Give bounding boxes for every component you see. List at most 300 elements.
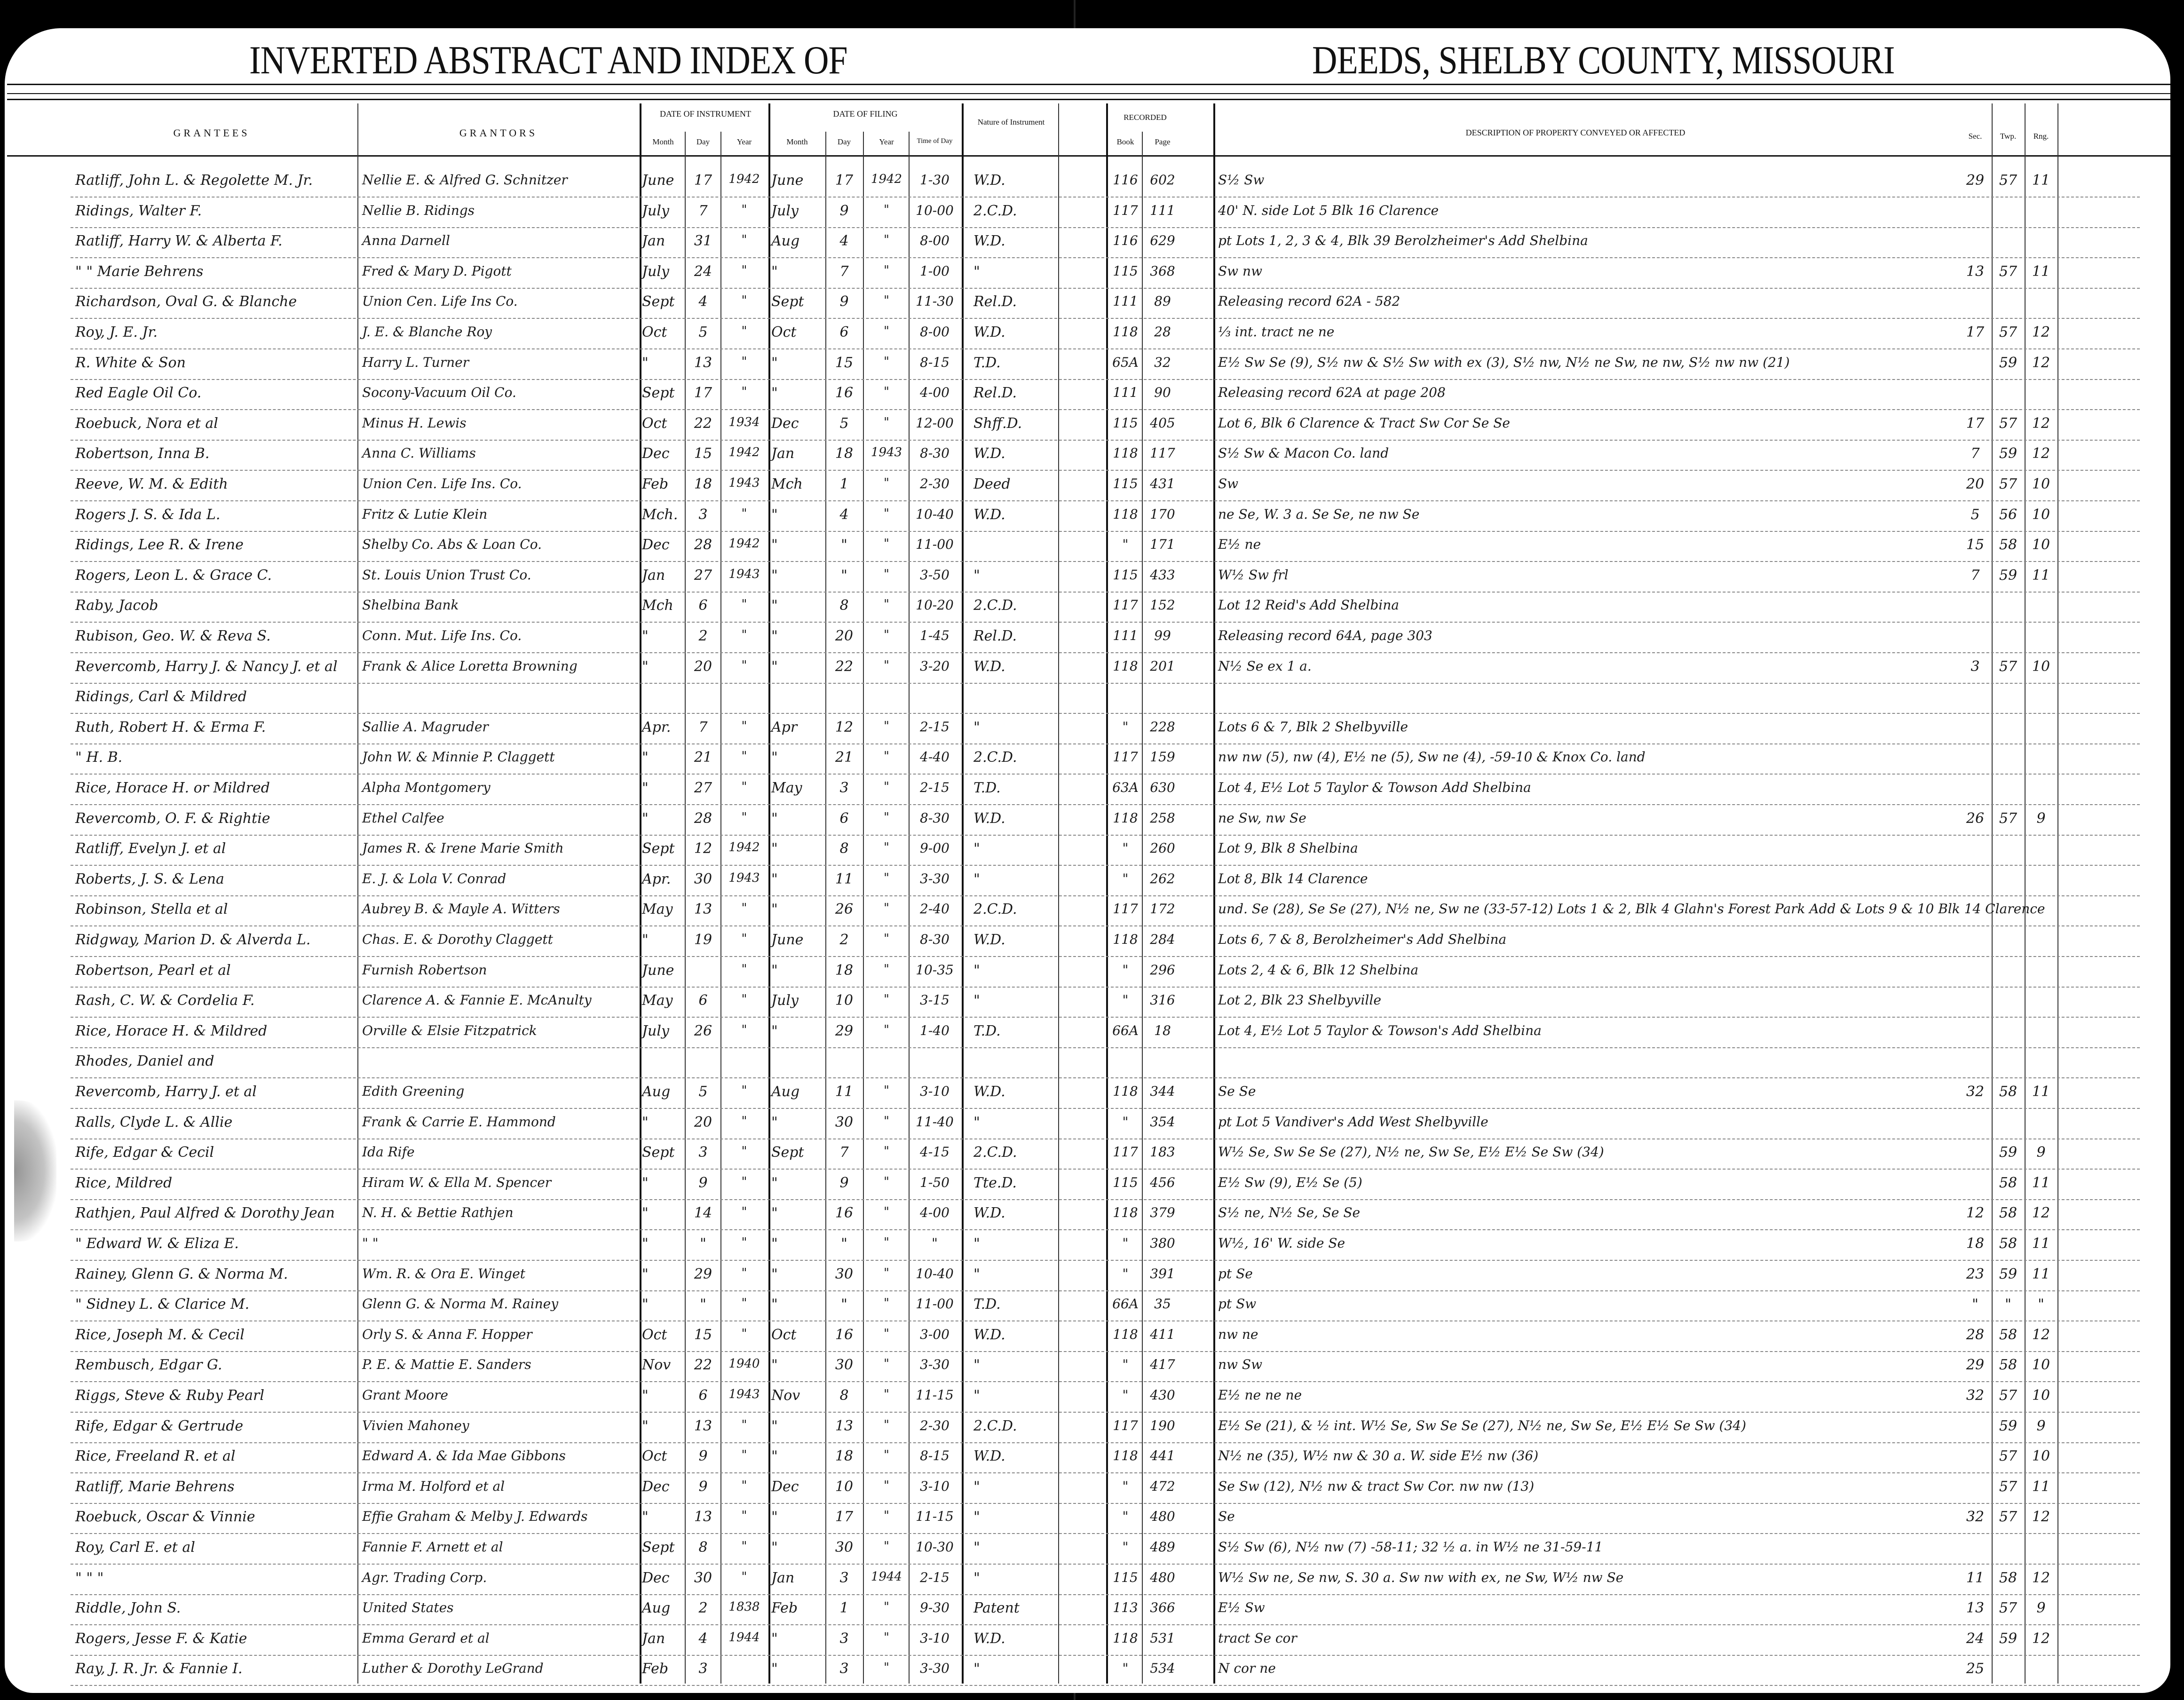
filing-month-cell: June: [771, 172, 804, 189]
instrument-day-cell: 4: [698, 293, 708, 310]
instrument-day-cell: 5: [698, 324, 708, 340]
table-row: [0, 1233, 2184, 1261]
nature-cell: ": [973, 1478, 980, 1495]
nature-cell: W.D.: [973, 172, 1005, 189]
grantee-cell: Revercomb, Harry J. & Nancy J. et al: [75, 658, 338, 675]
filing-day-cell: 17: [835, 172, 854, 189]
page-cell: 366: [1150, 1600, 1175, 1616]
instrument-year-cell: 1944: [728, 1630, 760, 1645]
filing-day-cell: 12: [835, 719, 854, 735]
filing-time-cell: 2-40: [920, 901, 950, 917]
table-row: [0, 169, 2184, 198]
grantee-cell: Robertson, Pearl et al: [75, 962, 231, 979]
filing-day-cell: 5: [839, 415, 849, 432]
filing-month-cell: ": [771, 354, 778, 371]
instrument-year-cell: 1934: [728, 415, 760, 429]
row-rule: [71, 1320, 2140, 1322]
range-cell: 10: [2032, 658, 2050, 675]
table-row: [0, 838, 2184, 866]
grantor-cell: Harry L. Turner: [362, 354, 469, 370]
instrument-month-cell: ": [642, 780, 649, 796]
grantee-cell: Rice, Horace H. & Mildred: [75, 1022, 268, 1039]
book-cell: 118: [1113, 810, 1138, 826]
filing-day-cell: 16: [835, 1326, 854, 1343]
township-cell: 57: [1999, 658, 2018, 675]
grantor-cell: James R. & Irene Marie Smith: [362, 840, 564, 856]
instrument-month-cell: Dec: [642, 445, 670, 462]
table-row: [0, 1536, 2184, 1565]
instrument-day-cell: 13: [694, 354, 712, 371]
page-cell: 629: [1150, 233, 1175, 249]
grantor-cell: N. H. & Bettie Rathjen: [362, 1205, 514, 1221]
section-cell: 25: [1966, 1660, 1985, 1677]
description-cell: S½ Sw (6), N½ nw (7) -58-11; 32 ½ a. in W½ ne 31-59-11: [1218, 1539, 1603, 1555]
filing-year-cell: ": [884, 1509, 889, 1523]
instrument-year-cell: 1942: [728, 172, 760, 186]
nature-cell: 2.C.D.: [973, 1417, 1017, 1434]
nature-cell: ": [973, 840, 980, 857]
section-cell: 3: [1970, 658, 1980, 675]
table-row: [0, 321, 2184, 349]
filing-year-cell: ": [884, 1630, 889, 1645]
instrument-year-cell: ": [741, 1448, 747, 1463]
page-cell: 228: [1150, 719, 1175, 735]
township-cell: 57: [1999, 1478, 2018, 1495]
row-rule: [71, 1533, 2140, 1534]
grantee-cell: Ridings, Carl & Mildred: [75, 688, 247, 705]
nature-cell: 2.C.D.: [973, 597, 1017, 614]
page-title-left: INVERTED ABSTRACT AND INDEX OF: [249, 38, 847, 83]
filing-time-cell: 10-40: [916, 506, 954, 522]
nature-cell: Tte.D.: [973, 1174, 1017, 1191]
instrument-day-cell: 22: [694, 415, 712, 432]
filing-time-cell: 3-15: [920, 992, 950, 1008]
instrument-month-cell: ": [642, 1235, 649, 1252]
page-cell: 354: [1150, 1114, 1175, 1130]
instrument-month-cell: ": [642, 932, 649, 948]
table-row: [0, 261, 2184, 289]
description-cell: ⅓ int. tract ne ne: [1218, 324, 1335, 340]
instrument-day-cell: 18: [694, 476, 712, 492]
page-cell: 262: [1150, 870, 1175, 886]
filing-year-cell: ": [884, 1387, 889, 1401]
filing-day-cell: 11: [835, 1083, 854, 1100]
filing-time-cell: 3-10: [920, 1478, 950, 1494]
filing-year-cell: ": [884, 1600, 889, 1614]
page-cell: 411: [1150, 1326, 1175, 1342]
instrument-year-cell: ": [741, 1478, 747, 1493]
filing-year-cell: ": [884, 719, 889, 733]
description-cell: pt Sw: [1218, 1296, 1257, 1312]
township-cell: 57: [1999, 810, 2018, 827]
header-rule-top: [7, 84, 2170, 85]
range-cell: 11: [2032, 172, 2050, 189]
section-cell: 13: [1966, 1600, 1985, 1617]
instrument-day-cell: 27: [694, 780, 712, 796]
book-cell: 111: [1113, 628, 1138, 643]
row-rule: [71, 318, 2140, 319]
col-filing-day: Day: [837, 137, 851, 146]
instrument-year-cell: ": [741, 932, 747, 946]
description-cell: nw Sw: [1218, 1357, 1263, 1373]
book-cell: 118: [1113, 1205, 1138, 1221]
instrument-day-cell: 13: [694, 1509, 712, 1526]
section-cell: 32: [1966, 1083, 1985, 1100]
instrument-day-cell: 26: [694, 1022, 712, 1039]
grantee-cell: Rubison, Geo. W. & Reva S.: [75, 628, 271, 644]
description-cell: W½ Sw ne, Se nw, S. 30 a. Sw nw with ex, ne Sw, W½ nw Se: [1218, 1569, 1624, 1585]
row-rule: [71, 379, 2140, 380]
instrument-day-cell: 24: [694, 263, 712, 280]
section-cell: 17: [1966, 324, 1985, 340]
grantee-cell: Ratliff, Marie Behrens: [75, 1478, 235, 1495]
filing-month-cell: ": [771, 1022, 778, 1039]
filing-time-cell: 2-30: [920, 476, 950, 491]
grantor-cell: Anna Darnell: [362, 233, 450, 249]
nature-cell: ": [973, 870, 980, 887]
instrument-month-cell: May: [642, 901, 673, 918]
section-cell: 5: [1970, 506, 1980, 523]
filing-month-cell: Aug: [771, 1083, 800, 1100]
col-inst-day: Day: [696, 137, 710, 146]
instrument-year-cell: ": [741, 263, 747, 277]
filing-year-cell: ": [884, 476, 889, 490]
table-row: [0, 200, 2184, 228]
book-cell: 118: [1113, 1630, 1138, 1646]
section-cell: 24: [1966, 1630, 1985, 1647]
grantee-cell: Rogers J. S. & Ida L.: [75, 506, 221, 523]
page-cell: 32: [1154, 354, 1171, 370]
instrument-day-cell: 31: [694, 233, 712, 250]
grantee-cell: Ratliff, John L. & Regolette M. Jr.: [75, 172, 313, 189]
instrument-year-cell: ": [741, 810, 747, 824]
row-rule: [71, 1381, 2140, 1383]
col-date-of-filing: DATE OF FILING: [833, 109, 898, 119]
table-row: [0, 807, 2184, 836]
filing-time-cell: 8-30: [920, 445, 950, 461]
filing-month-cell: ": [771, 1296, 778, 1313]
filing-year-cell: ": [884, 1448, 889, 1463]
filing-year-cell: ": [884, 1083, 889, 1098]
instrument-year-cell: ": [741, 1539, 747, 1553]
filing-day-cell: 16: [835, 385, 854, 402]
instrument-year-cell: 1943: [728, 476, 760, 490]
filing-year-cell: 1942: [870, 172, 902, 186]
instrument-month-cell: May: [642, 992, 673, 1009]
instrument-day-cell: 3: [698, 1144, 708, 1161]
grantor-cell: Glenn G. & Norma M. Rainey: [362, 1296, 559, 1312]
nature-cell: Rel.D.: [973, 628, 1017, 644]
instrument-month-cell: Jan: [642, 1630, 665, 1647]
instrument-year-cell: 1943: [728, 1387, 760, 1401]
row-rule: [71, 956, 2140, 957]
instrument-day-cell: 19: [694, 932, 712, 948]
range-cell: 11: [2032, 1235, 2050, 1252]
col-page: Page: [1155, 137, 1171, 146]
book-cell: ": [1122, 1539, 1129, 1555]
book-cell: 118: [1113, 1083, 1138, 1099]
filing-year-cell: ": [884, 1144, 889, 1159]
grantee-cell: Ridings, Lee R. & Irene: [75, 537, 244, 553]
table-row: [0, 1111, 2184, 1139]
filing-time-cell: 3-50: [920, 567, 950, 583]
filing-day-cell: 26: [835, 901, 854, 918]
instrument-year-cell: 1943: [728, 567, 760, 581]
grantor-cell: Sallie A. Magruder: [362, 719, 489, 735]
instrument-year-cell: 1838: [728, 1600, 760, 1614]
row-rule: [71, 804, 2140, 806]
grantor-cell: Wm. R. & Ora E. Winget: [362, 1265, 526, 1281]
filing-year-cell: ": [884, 658, 889, 672]
range-cell: 9: [2036, 1144, 2046, 1161]
instrument-day-cell: 28: [694, 810, 712, 827]
filing-time-cell: 8-30: [920, 932, 950, 947]
table-row: [0, 898, 2184, 926]
page-cell: 431: [1150, 476, 1175, 491]
instrument-month-cell: ": [642, 749, 649, 766]
filing-day-cell: 3: [839, 1630, 849, 1647]
table-row: [0, 443, 2184, 471]
instrument-year-cell: ": [741, 324, 747, 338]
page-cell: 170: [1150, 506, 1175, 522]
col-filing-year: Year: [879, 137, 894, 146]
filing-day-cell: 30: [835, 1539, 854, 1556]
page-cell: 28: [1154, 324, 1171, 340]
township-cell: 58: [1999, 1083, 2018, 1100]
filing-time-cell: 8-00: [920, 233, 950, 249]
book-cell: 116: [1113, 172, 1138, 188]
filing-day-cell: 13: [835, 1417, 854, 1434]
range-cell: 10: [2032, 476, 2050, 492]
grantee-cell: Roebuck, Oscar & Vinnie: [75, 1509, 255, 1526]
grantee-cell: Ruth, Robert H. & Erma F.: [75, 719, 266, 735]
grantee-cell: Ridings, Walter F.: [75, 202, 202, 219]
section-cell: 11: [1966, 1569, 1985, 1586]
table-row: [0, 594, 2184, 623]
grantee-cell: Ralls, Clyde L. & Allie: [75, 1114, 233, 1131]
grantee-cell: Rice, Freeland R. et al: [75, 1448, 236, 1465]
grantor-cell: Emma Gerard et al: [362, 1630, 490, 1646]
instrument-month-cell: Sept: [642, 1144, 675, 1161]
book-cell: ": [1122, 870, 1129, 886]
grantee-cell: Roebuck, Nora et al: [75, 415, 218, 432]
row-rule: [71, 1139, 2140, 1140]
filing-year-cell: ": [884, 597, 889, 612]
filing-year-cell: ": [884, 962, 889, 976]
filing-year-cell: ": [884, 1235, 889, 1249]
description-cell: Lots 2, 4 & 6, Blk 12 Shelbina: [1218, 962, 1419, 978]
section-cell: 18: [1966, 1235, 1985, 1252]
instrument-year-cell: ": [741, 1114, 747, 1128]
grantee-cell: Raby, Jacob: [75, 597, 158, 614]
description-cell: ne Se, W. 3 a. Se Se, ne nw Se: [1218, 506, 1420, 522]
section-cell: 32: [1966, 1387, 1985, 1404]
table-row: [0, 1597, 2184, 1625]
section-cell: 26: [1966, 810, 1985, 827]
page-cell: 472: [1150, 1478, 1175, 1494]
description-cell: N½ Se ex 1 a.: [1218, 658, 1312, 674]
book-cell: ": [1122, 537, 1129, 553]
filing-day-cell: 3: [839, 1569, 849, 1586]
filing-month-cell: ": [771, 810, 778, 827]
table-row: [0, 656, 2184, 684]
section-cell: 13: [1966, 263, 1985, 280]
table-row: [0, 1658, 2184, 1686]
nature-cell: W.D.: [973, 506, 1005, 523]
instrument-year-cell: ": [741, 628, 747, 642]
row-rule: [71, 592, 2140, 593]
instrument-year-cell: 1942: [728, 537, 760, 551]
filing-year-cell: ": [884, 415, 889, 429]
table-row: [0, 230, 2184, 258]
instrument-year-cell: ": [741, 719, 747, 733]
instrument-month-cell: Nov: [642, 1357, 671, 1374]
col-recorded: RECORDED: [1124, 113, 1167, 122]
instrument-month-cell: Oct: [642, 415, 667, 432]
filing-month-cell: Sept: [771, 293, 804, 310]
filing-time-cell: 4-40: [920, 749, 950, 765]
filing-day-cell: 16: [835, 1205, 854, 1222]
filing-month-cell: ": [771, 1448, 778, 1465]
filing-time-cell: ": [932, 1235, 938, 1251]
filing-month-cell: Feb: [771, 1600, 798, 1617]
instrument-day-cell: 5: [698, 1083, 708, 1100]
instrument-day-cell: ": [700, 1235, 706, 1252]
filing-year-cell: ": [884, 932, 889, 946]
range-cell: 9: [2036, 1600, 2046, 1617]
filing-month-cell: Dec: [771, 415, 799, 432]
description-cell: Se Se: [1218, 1083, 1256, 1099]
filing-day-cell: 30: [835, 1357, 854, 1374]
description-cell: E½ Sw (9), E½ Se (5): [1218, 1174, 1362, 1190]
grantee-cell: Rice, Mildred: [75, 1174, 173, 1191]
nature-cell: W.D.: [973, 324, 1005, 340]
page-cell: 258: [1150, 810, 1175, 826]
instrument-day-cell: 29: [694, 1265, 712, 1282]
row-rule: [71, 835, 2140, 836]
instrument-month-cell: Jan: [642, 567, 665, 584]
row-rule: [71, 622, 2140, 623]
page-cell: 172: [1150, 901, 1175, 917]
page-cell: 489: [1150, 1539, 1175, 1555]
book-cell: ": [1122, 1387, 1129, 1403]
grantee-cell: " " Marie Behrens: [75, 263, 204, 280]
instrument-month-cell: Sept: [642, 293, 675, 310]
table-row: [0, 352, 2184, 380]
filing-year-cell: ": [884, 1265, 889, 1280]
filing-month-cell: ": [771, 1205, 778, 1222]
col-book: Book: [1116, 137, 1134, 146]
page-cell: 379: [1150, 1205, 1175, 1221]
page-title-right: DEEDS, SHELBY COUNTY, MISSOURI: [1312, 38, 1895, 83]
instrument-year-cell: ": [741, 1417, 747, 1432]
row-rule: [71, 743, 2140, 745]
filing-day-cell: 7: [839, 263, 849, 280]
nature-cell: ": [973, 962, 980, 979]
nature-cell: W.D.: [973, 932, 1005, 948]
grantee-cell: Rogers, Jesse F. & Katie: [75, 1630, 247, 1647]
filing-month-cell: ": [771, 1114, 778, 1131]
filing-day-cell: 7: [839, 1144, 849, 1161]
description-cell: pt Lot 5 Vandiver's Add West Shelbyville: [1218, 1114, 1488, 1130]
filing-time-cell: 1-40: [920, 1022, 950, 1038]
book-cell: 115: [1113, 1174, 1138, 1190]
page-cell: 441: [1150, 1448, 1175, 1464]
instrument-month-cell: ": [642, 1174, 649, 1191]
filing-year-cell: ": [884, 780, 889, 794]
book-cell: 115: [1113, 567, 1138, 583]
filing-year-cell: ": [884, 870, 889, 885]
book-cell: ": [1122, 1478, 1129, 1494]
row-rule: [71, 1108, 2140, 1109]
nature-cell: 2.C.D.: [973, 202, 1017, 219]
instrument-month-cell: Sept: [642, 840, 675, 857]
filing-month-cell: ": [771, 749, 778, 766]
filing-time-cell: 9-00: [920, 840, 950, 856]
township-cell: 57: [1999, 324, 2018, 340]
col-grantors: GRANTORS: [459, 127, 538, 139]
range-cell: 9: [2036, 1417, 2046, 1434]
grantor-cell: Union Cen. Life Ins Co.: [362, 293, 518, 309]
grantor-cell: Fred & Mary D. Pigott: [362, 263, 512, 279]
grantor-cell: Effie Graham & Melby J. Edwards: [362, 1509, 588, 1525]
filing-year-cell: 1943: [870, 445, 902, 460]
col-rng: Rng.: [2033, 132, 2049, 141]
township-cell: 59: [1999, 1265, 2018, 1282]
filing-day-cell: 3: [839, 780, 849, 796]
table-row: [0, 1263, 2184, 1291]
description-cell: Se: [1218, 1509, 1235, 1525]
grantee-cell: Rife, Edgar & Gertrude: [75, 1417, 244, 1434]
row-rule: [71, 987, 2140, 988]
filing-year-cell: ": [884, 810, 889, 824]
instrument-month-cell: Dec: [642, 1478, 670, 1495]
column-header-rule: [7, 155, 2170, 157]
grantee-cell: Rice, Joseph M. & Cecil: [75, 1326, 245, 1343]
description-cell: Releasing record 62A at page 208: [1218, 385, 1446, 401]
grantee-cell: Reeve, W. M. & Edith: [75, 476, 228, 492]
township-cell: 56: [1999, 506, 2018, 523]
instrument-month-cell: Dec: [642, 1569, 670, 1586]
filing-time-cell: 10-30: [916, 1539, 954, 1555]
table-row: [0, 625, 2184, 653]
grantee-cell: " Sidney L. & Clarice M.: [75, 1296, 250, 1313]
instrument-day-cell: 4: [698, 1630, 708, 1647]
range-cell: ": [2038, 1296, 2044, 1313]
filing-month-cell: Mch: [771, 476, 803, 492]
page-cell: 190: [1150, 1417, 1175, 1433]
nature-cell: ": [973, 1387, 980, 1404]
description-cell: Releasing record 62A - 582: [1218, 293, 1401, 309]
grantor-cell: P. E. & Mattie E. Sanders: [362, 1357, 531, 1373]
description-cell: E½ ne: [1218, 537, 1261, 553]
filing-day-cell: 30: [835, 1114, 854, 1131]
header-rule-mid: [7, 93, 2170, 94]
filing-time-cell: 12-00: [916, 415, 954, 431]
grantor-cell: E. J. & Lola V. Conrad: [362, 870, 506, 886]
row-rule: [71, 1472, 2140, 1474]
table-row: [0, 1415, 2184, 1443]
instrument-month-cell: July: [642, 263, 669, 280]
nature-cell: ": [973, 1539, 980, 1556]
table-row: [0, 291, 2184, 319]
instrument-day-cell: 22: [694, 1357, 712, 1374]
instrument-month-cell: ": [642, 1265, 649, 1282]
filing-day-cell: 8: [839, 840, 849, 857]
grantee-cell: Rife, Edgar & Cecil: [75, 1144, 214, 1161]
table-row: [0, 1020, 2184, 1048]
filing-day-cell: 10: [835, 1478, 854, 1495]
